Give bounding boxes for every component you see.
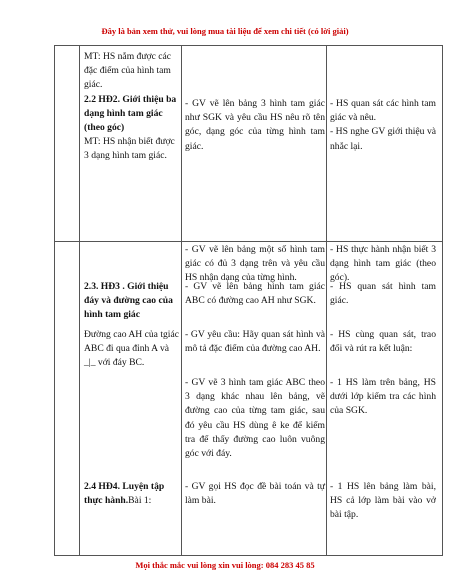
section-description: Đường cao AH của tgiác ABC đi qua đỉnh A và _|_ với đáy BC.: [84, 329, 179, 369]
section-title-bold: 2.4 HĐ4. Luyện tập thực hành.: [84, 481, 165, 507]
student-activity-text: - HS cùng quan sát, trao đổi và rút ra kết luận:: [330, 329, 436, 355]
section-objective: MT: HS nhận biết được 3 dạng hình tam giác.: [84, 136, 175, 162]
column-divider: [181, 46, 182, 555]
teacher-activity-text: - GV vẽ lên bảng một số hình tam giác có đủ 3 dạng trên và yêu cầu HS nhận dạng của từng hình.: [185, 244, 325, 284]
row1-student-activity: [330, 97, 436, 154]
section-title: 2.2 HĐ2. Giới thiệu ba dạng hình tam giác (theo góc): [84, 93, 177, 134]
student-activity-text: - 1 HS làm trên bảng, HS dưới lớp kiểm tra các hình của SGK.: [330, 377, 436, 417]
student-activity-text: - HS thực hành nhận biết 3 dạng hình tam giác (theo góc).: [330, 244, 436, 284]
teacher-activity-text: - GV vẽ lên bảng hình tam giác ABC có đường cao AH như SGK.: [185, 281, 325, 307]
teacher-activity-text: - GV yêu cầu: Hãy quan sát hình và mô tả đặc điểm của đường cao AH.: [185, 329, 325, 355]
teacher-activity-text: - GV vẽ 3 hình tam giác ABC theo 3 dạng khác nhau lên bảng, vẽ đường cao của từng tam giác, sau đó yêu cầu HS dùng ê ke để kiểm tra để thấy đường cao luôn vuông góc với đáy.: [185, 377, 325, 460]
preview-banner: Đây là bản xem thử, vui lòng mua tài liệu để xem chi tiết (có lời giải): [101, 26, 349, 36]
teacher-activity-text: - GV gọi HS đọc đề bài toán và tự làm bài.: [185, 481, 325, 507]
student-activity-text: - HS quan sát hình tam giác.: [330, 281, 436, 307]
column-divider: [326, 46, 327, 555]
student-activity-text: - 1 HS lên bảng làm bài, HS cả lớp làm bài vào vở bài tập.: [330, 481, 436, 521]
student-activity-text: - HS nghe GV giới thiệu và nhắc lại.: [330, 126, 436, 152]
row1-objective-cell: [84, 50, 179, 164]
lesson-plan-table: [54, 45, 443, 556]
section-title: [84, 480, 179, 508]
exercise-label: Bài 1:: [128, 495, 152, 507]
row-divider: [55, 241, 442, 242]
objective-text: MT: HS nắm được các đặc điểm của hình tam giác.: [84, 51, 172, 91]
student-activity-text: - HS quan sát các hình tam giác và nêu.: [330, 98, 436, 124]
row1-teacher-activity: - GV vẽ lên bảng 3 hình tam giác như SGK và yêu cầu HS nêu rõ tên góc, dạng góc của từng hình tam giác.: [185, 98, 325, 152]
column-divider: [79, 46, 80, 555]
section-title: 2.3. HĐ3 . Giới thiệu đáy và đường cao của hình tam giác: [84, 281, 173, 321]
contact-banner: Mọi thắc mắc vui lòng xin vui lòng: 084 283 45 85: [135, 560, 315, 570]
